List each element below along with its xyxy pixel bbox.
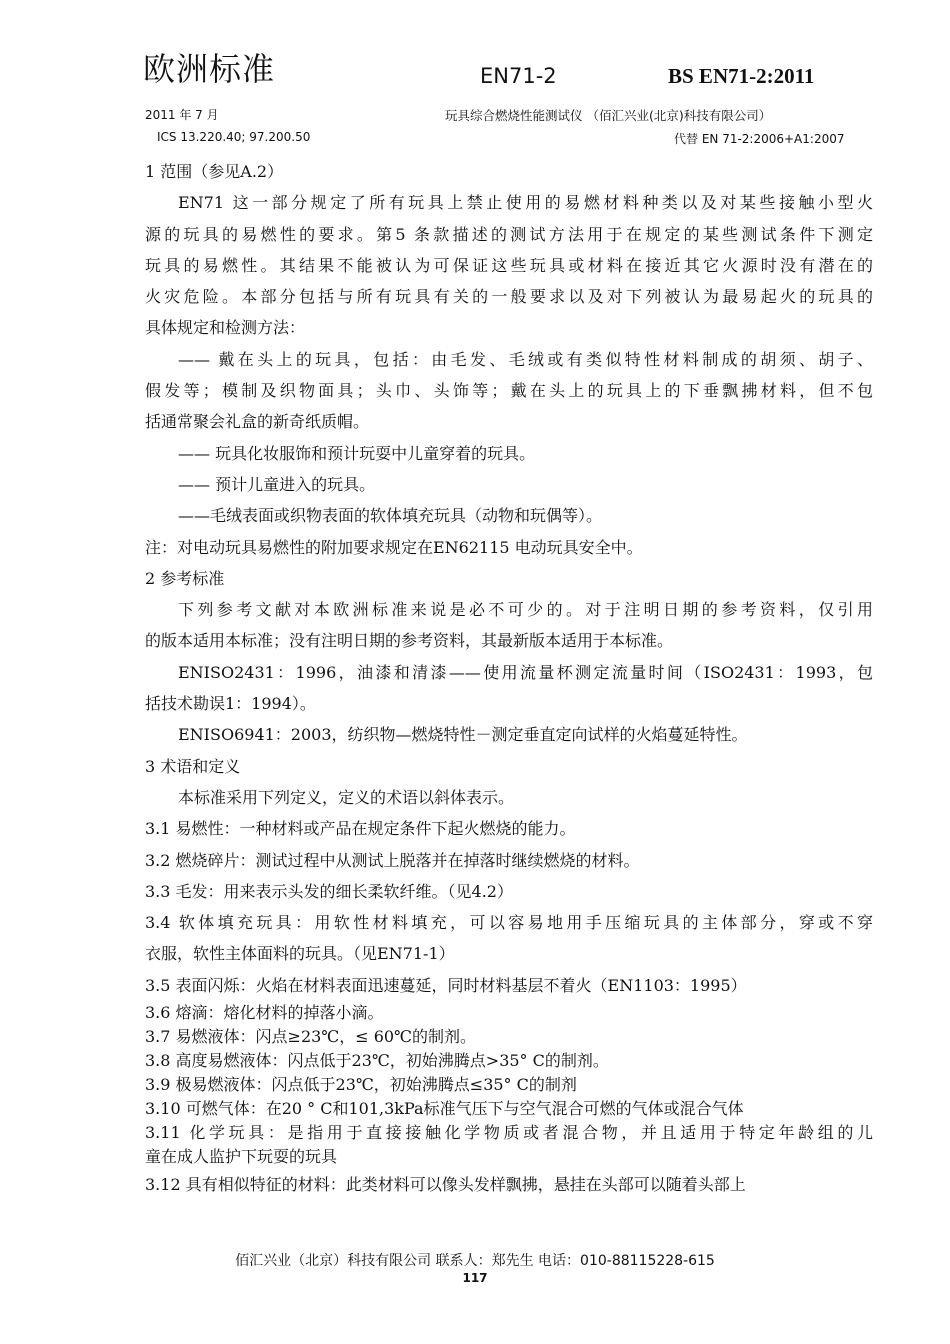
- section-heading: 2 参考标准: [145, 568, 225, 588]
- reference-line: ENISO6941：2003，纺织物—燃烧特性－测定垂直定向试样的火焰蔓延特性。: [178, 725, 748, 745]
- paragraph-line: 下列参考文献对本欧洲标准来说是必不可少的。对于注明日期的参考资料，仅引用: [178, 600, 873, 620]
- reference-line: 括技术勘误1：1994）。: [145, 694, 316, 714]
- paragraph-line: 玩具的易燃性。其结果不能被认为可保证这些玩具或材料在接近其它火源时没有潜在的: [145, 255, 873, 275]
- section-heading: 3 术语和定义: [145, 756, 241, 776]
- list-item: —— 预计儿童进入的玩具。: [178, 474, 376, 494]
- note-line: 注：对电动玩具易燃性的附加要求规定在EN62115 电动玩具安全中。: [145, 537, 643, 557]
- list-item: 括通常聚会礼盒的新奇纸质帽。: [145, 412, 370, 432]
- document-body: [145, 156, 873, 1200]
- page-number: 117: [462, 1271, 488, 1285]
- list-item: —— 玩具化妆服饰和预计玩耍中儿童穿着的玩具。: [178, 443, 536, 463]
- paragraph-line: 本标准采用下列定义，定义的术语以斜体表示。: [178, 787, 515, 807]
- paragraph-line: EN71 这一部分规定了所有玩具上禁止使用的易燃材料种类以及对某些接触小型火: [178, 193, 873, 213]
- definition-line: 3.7 易燃液体：闪点≥23℃，≤ 60℃的制剂。: [145, 1027, 476, 1047]
- footer-contact: 佰汇兴业（北京）科技有限公司 联系人：郑先生 电话：010-88115228-615: [235, 1253, 715, 1269]
- supersedes-note: 代替 EN 71-2:2006+A1:2007: [674, 132, 845, 146]
- definition-line: 3.8 高度易燃液体：闪点低于23℃，初始沸腾点>35° C的制剂。: [145, 1051, 609, 1071]
- list-item: 假发等；模制及织物面具；头巾、头饰等；戴在头上的玩具上的下垂飘拂材料，但不包: [145, 381, 873, 401]
- section-heading: 1 范围（参见A.2）: [145, 162, 284, 181]
- definition-line: 衣服，软性主体面料的玩具。（见EN71-1）: [145, 944, 455, 964]
- ics-code: ICS 13.220.40; 97.200.50: [157, 130, 311, 144]
- definition-line: 3.6 熔滴：熔化材料的掉落小滴。: [145, 1003, 384, 1023]
- definition-line: 3.4 软体填充玩具：用软性材料填充，可以容易地用手压缩玩具的主体部分，穿或不穿: [145, 913, 873, 933]
- definition-line: 3.9 极易燃液体：闪点低于23℃，初始沸腾点≤35° C的制剂: [145, 1075, 577, 1095]
- definition-line: 3.3 毛发：用来表示头发的细长柔软纤维。（见4.2）: [145, 881, 513, 901]
- device-name: 玩具综合燃烧性能测试仪 （佰汇兴业(北京)科技有限公司）: [445, 108, 772, 123]
- definition-line: 3.5 表面闪烁：火焰在材料表面迅速蔓延，同时材料基层不着火（EN1103：1995）: [145, 975, 747, 995]
- paragraph-line: 火灾危险。本部分包括与所有玩具有关的一般要求以及对下列被认为最易起火的玩具的: [145, 287, 873, 307]
- standard-code: EN71-2: [480, 64, 557, 88]
- definition-line: 3.11 化学玩具：是指用于直接接触化学物质或者混合物，并且适用于特定年龄组的儿: [145, 1123, 873, 1143]
- bs-standard-code: BS EN71-2:2011: [668, 64, 815, 88]
- list-item: ——毛绒表面或织物表面的软体填充玩具（动物和玩偶等）。: [178, 506, 603, 526]
- definition-line: 3.1 易燃性：一种材料或产品在规定条件下起火燃烧的能力。: [145, 819, 576, 839]
- paragraph-line: 具体规定和检测方法：: [145, 318, 306, 338]
- paragraph-line: 的版本适用本标准；没有注明日期的参考资料，其最新版本适用于本标准。: [145, 631, 674, 651]
- definition-line: 3.2 燃烧碎片：测试过程中从测试上脱落并在掉落时继续燃烧的材料。: [145, 850, 640, 870]
- definition-line: 3.10 可燃气体：在20 ° C和101,3kPa标准气压下与空气混合可燃的气体或混合气体: [145, 1099, 744, 1119]
- paragraph-line: 源的玩具的易燃性的要求。第5 条款描述的测试方法用于在规定的某些测试条件下测定: [145, 224, 873, 244]
- list-item: —— 戴在头上的玩具，包括：由毛发、毛绒或有类似特性材料制成的胡须、胡子、: [178, 349, 873, 369]
- publication-date: 2011 年 7 月: [145, 108, 219, 122]
- definition-line: 3.12 具有相似特征的材料：此类材料可以像头发样飘拂，悬挂在头部可以随着头部上: [145, 1175, 746, 1195]
- definition-line: 童在成人监护下玩耍的玩具: [145, 1147, 338, 1167]
- document-title: 欧洲标准: [143, 50, 276, 88]
- reference-line: ENISO2431：1996，油漆和清漆——使用流量杯测定流量时间（ISO2431：1993，包: [178, 662, 873, 682]
